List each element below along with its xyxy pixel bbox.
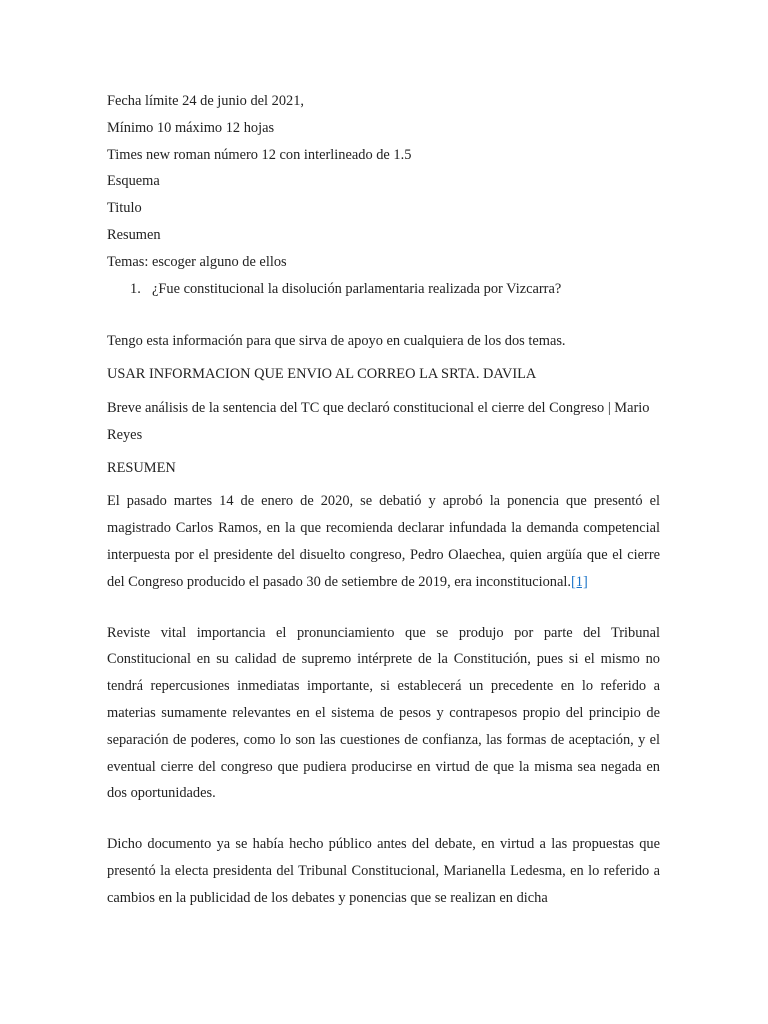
email-instruction: USAR INFORMACION QUE ENVIO AL CORREO LA SRTA. DAVILA [107, 366, 537, 383]
paragraph-3: Dicho documento ya se había hecho público antes del debate, en virtud a las propuestas que presentó la electa presidenta del Tribunal Constitucional, Marianella Ledesma, en lo referido a cambios en la publicidad de los debates y ponencias que se realizan en dicha [107, 836, 660, 906]
outline-heading: Esquema [107, 173, 160, 190]
page-count-line: Mínimo 10 máximo 12 hojas [107, 119, 275, 136]
deadline-line: Fecha límite 24 de junio del 2021, [107, 93, 305, 109]
paragraph-1-text: El pasado martes 14 de enero de 2020, se debatió y aprobó la ponencia que presentó el magistrado Carlos Ramos, en la que recomienda declarar infundada la demanda competencial interpuesta por el presidente del disuelto congreso, Pedro Olaechea, quien argüía que el cierre del Congreso producido el pasado 30 de setiembre de 2019, era inconstitucional. [107, 493, 660, 590]
paragraph-1 [107, 488, 660, 595]
list-item-text: ¿Fue constitucional la disolución parlamentaria realizada por Vizcarra? [152, 280, 562, 297]
summary-item: Resumen [107, 226, 161, 243]
footnote-link[interactable]: [1] [570, 573, 588, 590]
topic-list-item [107, 276, 660, 303]
format-line: Times new roman número 12 con interlineado de 1.5 [107, 146, 412, 163]
document-page [107, 88, 660, 912]
title-item: Titulo [107, 200, 142, 217]
article-title: Breve análisis de la sentencia del TC que declaró constitucional el cierre del Congreso | Mario Reyes [107, 399, 650, 443]
list-number: 1. [130, 280, 141, 297]
support-note: Tengo esta información para que sirva de apoyo en cualquiera de los dos temas. [107, 333, 566, 350]
topics-line: Temas: escoger alguno de ellos [107, 253, 287, 270]
paragraph-2: Reviste vital importancia el pronunciamiento que se produjo por parte del Tribunal Constitucional en su calidad de supremo intérprete de la Constitución, pues si el mismo no tendrá repercusiones inmediatas importante, si establecerá un precedente en lo referido a materias sumamente relevantes en el sistema de pesos y contrapesos propio del principio de separación de poderes, como lo son las cuestiones de confianza, las formas de aceptación, y el eventual cierre del congreso que pudiera producirse en virtud de que la misma sea negada en dos oportunidades. [107, 624, 660, 802]
section-heading: RESUMEN [107, 459, 176, 476]
